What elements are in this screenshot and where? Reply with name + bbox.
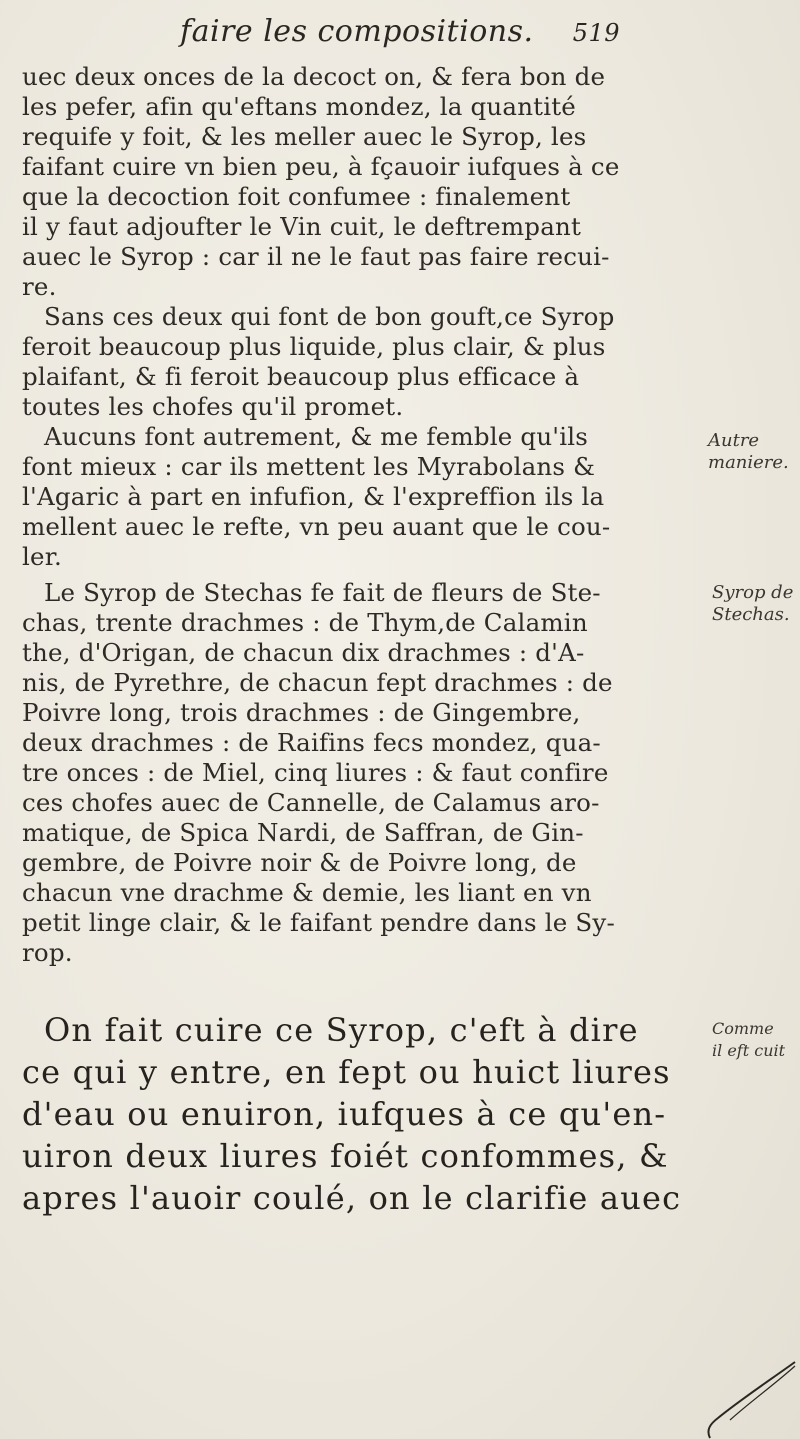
text-line: chas, trente drachmes : de Thym,de Calamin bbox=[22, 608, 588, 637]
margin-note-line: Syrop de bbox=[712, 582, 794, 603]
margin-note-line: Comme bbox=[712, 1019, 774, 1038]
running-title: faire les compositions. bbox=[180, 14, 534, 49]
text-line: les pefer, afin qu'eftans mondez, la quantité bbox=[22, 92, 577, 121]
text-line: Le Syrop de Stechas fe fait de fleurs de Ste- bbox=[44, 578, 601, 607]
margin-note-syrop bbox=[712, 582, 793, 626]
running-head bbox=[180, 14, 620, 49]
text-line: l'Agaric à part en infufion, & l'expreffion ils la bbox=[22, 482, 605, 511]
large-text-line: d'eau ou enuiron, iufques à ce qu'en- bbox=[22, 1095, 667, 1133]
text-line: toutes les chofes qu'il promet. bbox=[22, 392, 404, 421]
text-line: deux drachmes : de Raifins fecs mondez, qua- bbox=[22, 728, 601, 757]
page-number: 519 bbox=[572, 19, 620, 47]
text-line: requife y foit, & les meller auec le Syrop, les bbox=[22, 122, 587, 151]
text-line: auec le Syrop : car il ne le faut pas faire recui- bbox=[22, 242, 610, 271]
text-line: mellent auec le refte, vn peu auant que le cou- bbox=[22, 512, 611, 541]
text-line: gembre, de Poivre noir & de Poivre long, de bbox=[22, 848, 577, 877]
large-text-line: apres l'auoir coulé, on le clarifie auec bbox=[22, 1179, 682, 1217]
text-line: Poivre long, trois drachmes : de Gingembre, bbox=[22, 698, 581, 727]
margin-note-line: Stechas. bbox=[712, 604, 790, 625]
margin-note-line: Autre bbox=[708, 430, 760, 451]
text-line: petit linge clair, & le faifant pendre dans le Sy- bbox=[22, 908, 615, 937]
large-text-line: uiron deux liures foiét confommes, & bbox=[22, 1137, 669, 1175]
text-line: the, d'Origan, de chacun dix drachmes : d'A- bbox=[22, 638, 585, 667]
text-line: Aucuns font autrement, & me femble qu'ils bbox=[44, 422, 589, 451]
text-line: re. bbox=[22, 272, 57, 301]
text-line: font mieux : car ils mettent les Myrabolans & bbox=[22, 452, 596, 481]
text-line: matique, de Spica Nardi, de Saffran, de Gin- bbox=[22, 818, 584, 847]
text-line: ler. bbox=[22, 542, 62, 571]
text-line: ces chofes auec de Cannelle, de Calamus aro- bbox=[22, 788, 600, 817]
text-line: faifant cuire vn bien peu, à fçauoir iufques à ce bbox=[22, 152, 620, 181]
text-line: tre onces : de Miel, cinq liures : & faut confire bbox=[22, 758, 609, 787]
large-text-line: On fait cuire ce Syrop, c'eft à dire bbox=[44, 1011, 639, 1049]
ink-stroke-mark bbox=[700, 1360, 800, 1439]
text-line: chacun vne drachme & demie, les liant en vn bbox=[22, 878, 592, 907]
margin-note-line: maniere. bbox=[708, 452, 789, 473]
text-line: rop. bbox=[22, 938, 73, 967]
text-line: que la decoction foit confumee : finalement bbox=[22, 182, 571, 211]
text-line: il y faut adjoufter le Vin cuit, le deftrempant bbox=[22, 212, 582, 241]
margin-note-line: il eft cuit bbox=[712, 1041, 786, 1060]
margin-note-comment bbox=[712, 1018, 785, 1062]
text-line: Sans ces deux qui font de bon gouft,ce Syrop bbox=[44, 302, 615, 331]
text-line: plaifant, & fi feroit beaucoup plus efficace à bbox=[22, 362, 580, 391]
text-line: nis, de Pyrethre, de chacun fept drachmes : de bbox=[22, 668, 613, 697]
margin-note-autre bbox=[708, 430, 789, 474]
text-line: feroit beaucoup plus liquide, plus clair, & plus bbox=[22, 332, 606, 361]
large-text-line: ce qui y entre, en fept ou huict liures bbox=[22, 1053, 671, 1091]
text-line: uec deux onces de la decoct on, & fera bon de bbox=[22, 62, 606, 91]
